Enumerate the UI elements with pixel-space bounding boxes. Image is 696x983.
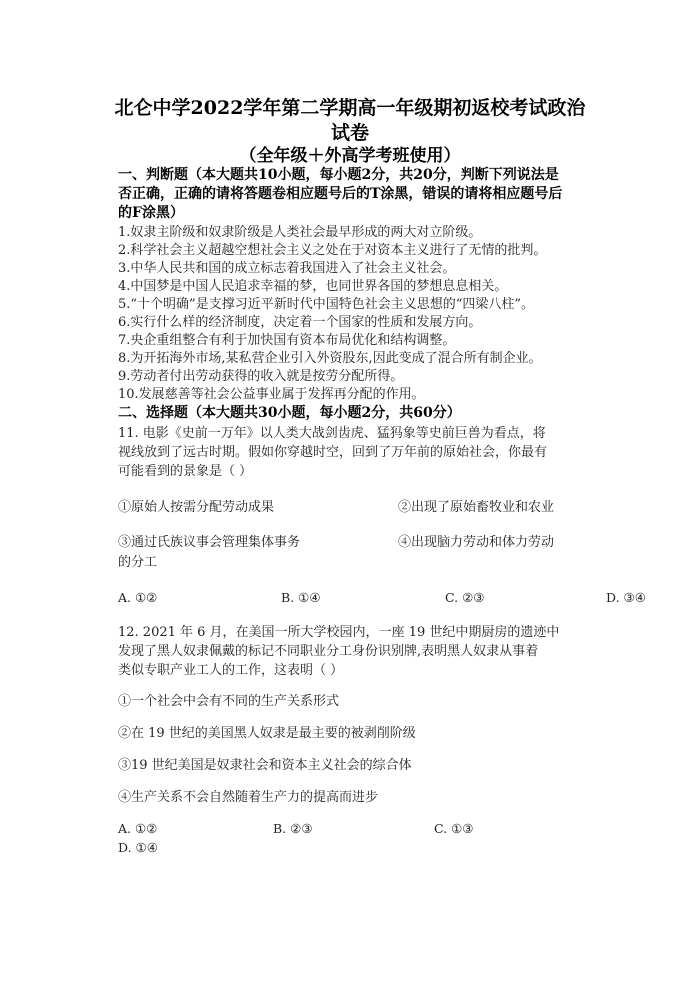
q12-option-3: ③19 世纪美国是奴隶社会和资本主义社会的综合体 bbox=[118, 758, 412, 773]
judge-item-1: 1.奴隶主阶级和奴隶阶级是人类社会最早形成的两大对立阶级。 bbox=[118, 225, 482, 240]
judge-item-2: 2.科学社会主义超越空想社会主义之处在于对资本主义进行了无情的批判。 bbox=[118, 243, 547, 258]
exam-title-line2: 试卷 bbox=[330, 122, 369, 144]
judge-item-5: 5.“十个明确”是支撑习近平新时代中国特色社会主义思想的“四梁八柱”。 bbox=[118, 297, 534, 312]
section1-heading-line1: 一、判断题（本大题共10小题，每小题2分，共20分，判断下列说法是 bbox=[118, 167, 559, 183]
q12-option-1: ①一个社会中会有不同的生产关系形式 bbox=[118, 694, 340, 709]
q11-stem-line1: 11. 电影《史前一万年》以人类大战剑齿虎、猛犸象等史前巨兽为看点，将 bbox=[118, 426, 546, 441]
judge-item-10: 10.发展慈善等社会公益事业属于发挥再分配的作用。 bbox=[118, 387, 425, 402]
q12-choice-c: C. ①③ bbox=[434, 821, 474, 836]
judge-item-3: 3.中华人民共和国的成立标志着我国进入了社会主义社会。 bbox=[118, 261, 456, 276]
q11-choice-d: D. ③④ bbox=[606, 590, 646, 605]
section1-heading-line3: 的F涂黑） bbox=[118, 205, 184, 221]
exam-subtitle: （全年级＋外高学考班使用） bbox=[239, 146, 461, 166]
judge-item-8: 8.为开拓海外市场,某私营企业引入外资股东,因此变成了混合所有制企业。 bbox=[118, 351, 542, 366]
judge-item-7: 7.央企重组整合有利于加快国有资本布局优化和结构调整。 bbox=[118, 333, 456, 348]
q12-stem-line1: 12. 2021 年 6 月，在美国一所大学校园内，一座 19 世纪中期厨房的遗迹中 bbox=[118, 625, 560, 640]
judge-item-4: 4.中国梦是中国人民追求幸福的梦，也同世界各国的梦想息息相关。 bbox=[118, 279, 508, 294]
q12-choice-d: D. ①④ bbox=[118, 840, 158, 855]
q12-stem-line3: 类似专职产业工人的工作，这表明（ ） bbox=[118, 663, 344, 678]
q11-option-4: ④出现脑力劳动和体力劳动 bbox=[398, 535, 555, 550]
q11-option-1: ①原始人按需分配劳动成果 bbox=[118, 500, 275, 515]
judge-item-9: 9.劳动者付出劳动获得的收入就是按劳分配所得。 bbox=[118, 369, 404, 384]
q12-option-2: ②在 19 世纪的美国黑人奴隶是最主要的被剥削阶级 bbox=[118, 726, 416, 741]
q11-choice-a: A. ①② bbox=[118, 590, 158, 605]
judge-item-6: 6.实行什么样的经济制度，决定着一个国家的性质和发展方向。 bbox=[118, 315, 482, 330]
q11-option-2: ②出现了原始畜牧业和农业 bbox=[398, 500, 555, 515]
q12-option-4: ④生产关系不会自然随着生产力的提高而进步 bbox=[118, 790, 379, 805]
q11-choice-b: B. ①④ bbox=[281, 590, 321, 605]
q12-choice-b: B. ②③ bbox=[273, 821, 313, 836]
q12-choice-a: A. ①② bbox=[118, 821, 158, 836]
q12-stem-line2: 发现了黑人奴隶佩戴的标记不同职业分工身份识别牌,表明黑人奴隶从事着 bbox=[118, 644, 539, 659]
section1-heading-line2: 否正确，正确的请将答题卷相应题号后的T涂黑，错误的请将相应题号后 bbox=[118, 186, 563, 202]
q11-stem-line3: 可能看到的景象是（ ） bbox=[118, 464, 253, 479]
q11-stem-line2: 视线放到了远古时期。假如你穿越时空，回到了万年前的原始社会，你最有 bbox=[118, 445, 548, 460]
exam-title-line1: 北仑中学2022学年第二学期高一年级期初返校考试政治 bbox=[114, 97, 586, 119]
q11-choice-c: C. ②③ bbox=[445, 590, 485, 605]
q11-option-3: ③通过氏族议事会管理集体事务 bbox=[118, 535, 301, 550]
section2-heading: 二、选择题（本大题共30小题，每小题2分，共60分） bbox=[118, 405, 461, 421]
q11-option-4-cont: 的分工 bbox=[118, 555, 158, 570]
